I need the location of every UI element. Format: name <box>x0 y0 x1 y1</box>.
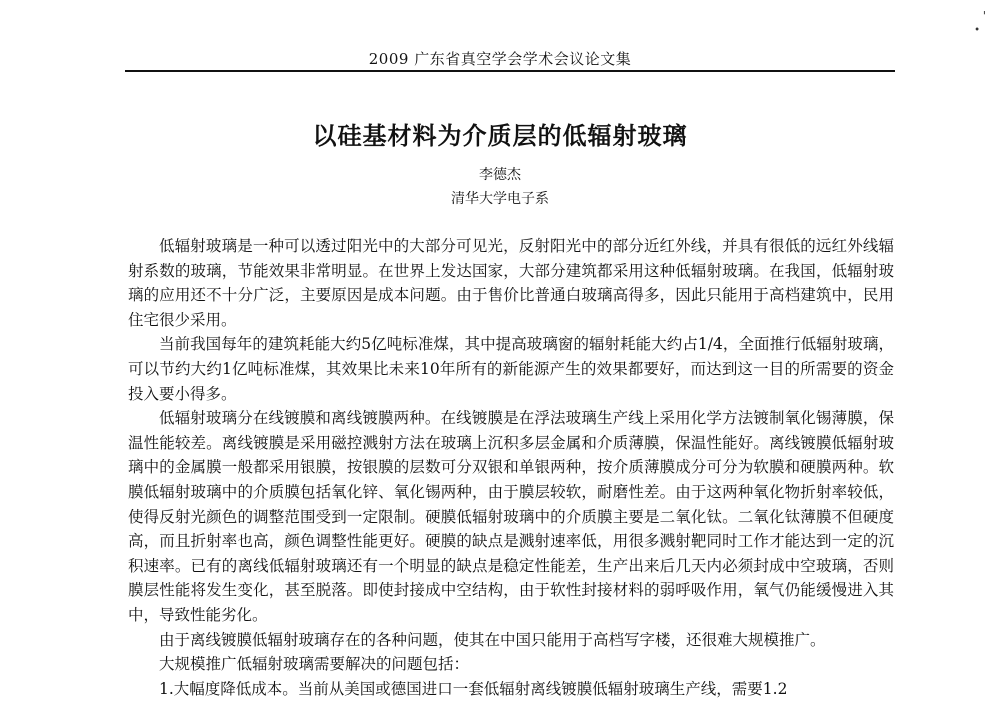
paragraph-intro: 低辐射玻璃是一种可以透过阳光中的大部分可见光，反射阳光中的部分近红外线，并具有很低的远红外线辐射系数的玻璃，节能效果非常明显。在世界上发达国家，大部分建筑都采用这种低辐射玻璃。在我国，低辐射玻璃的应用还不十分广泛，主要原因是成本问题。由于售价比普通白玻璃高得多，因此只能用于高档建筑中，民用住宅很少采用。 <box>128 237 894 329</box>
paragraph-issue-1: 1.大幅度降低成本。当前从美国或德国进口一套低辐射离线镀膜低辐射玻璃生产线，需要1.2 <box>159 679 788 698</box>
corner-mark: ' <box>982 9 986 23</box>
running-header: 2009 广东省真空学会学术会议论文集 <box>368 50 632 68</box>
article-title: 以硅基材料为介质层的低辐射玻璃 <box>312 121 688 150</box>
article-body <box>128 234 894 701</box>
header-rule <box>125 70 895 72</box>
paragraph-coating-types: 低辐射玻璃分在线镀膜和离线镀膜两种。在线镀膜是在浮法玻璃生产线上采用化学方法镀制氧化锡薄膜，保温性能较差。离线镀膜是采用磁控溅射方法在玻璃上沉积多层金属和介质薄膜，保温性能好。离线镀膜低辐射玻璃中的金属膜一般都采用银膜，按银膜的层数可分双银和单银两种，按介质薄膜成分可分为软膜和硬膜两种。软膜低辐射玻璃中的介质膜包括氧化锌、氧化锡两种，由于膜层较软，耐磨性差。由于这两种氧化物折射率较低，使得反射光颜色的调整范围受到一定限制。硬膜低辐射玻璃中的介质膜主要是二氧化钛。二氧化钛薄膜不但硬度高，而且折射率也高，颜色调整性能更好。硬膜的缺点是溅射速率低，用很多溅射靶同时工作才能达到一定的沉积速率。已有的离线低辐射玻璃还有一个明显的缺点是稳定性能差，生产出来后几天内必须封成中空玻璃，否则膜层性能将发生变化，甚至脱落。即使封接成中空结构，由于软性封接材料的弱呼吸作用，氧气仍能缓慢进入其中，导致性能劣化。 <box>128 409 894 624</box>
paragraph-problems: 由于离线镀膜低辐射玻璃存在的各种问题，使其在中国只能用于高档写字楼，还很难大规模推广。 <box>159 630 826 649</box>
corner-dot: • <box>974 25 980 36</box>
article-affiliation: 清华大学电子系 <box>451 191 549 207</box>
paragraph-issues-intro: 大规模推广低辐射玻璃需要解决的问题包括： <box>159 655 470 674</box>
paragraph-energy: 当前我国每年的建筑耗能大约5亿吨标准煤，其中提高玻璃窗的辐射耗能大约占1/4，全面推行低辐射玻璃，可以节约大约1亿吨标准煤，其效果比未来10年所有的新能源产生的效果都要好，而达到这一目的所需要的资金投入要小得多。 <box>128 335 894 403</box>
article-author: 李德杰 <box>479 167 521 183</box>
